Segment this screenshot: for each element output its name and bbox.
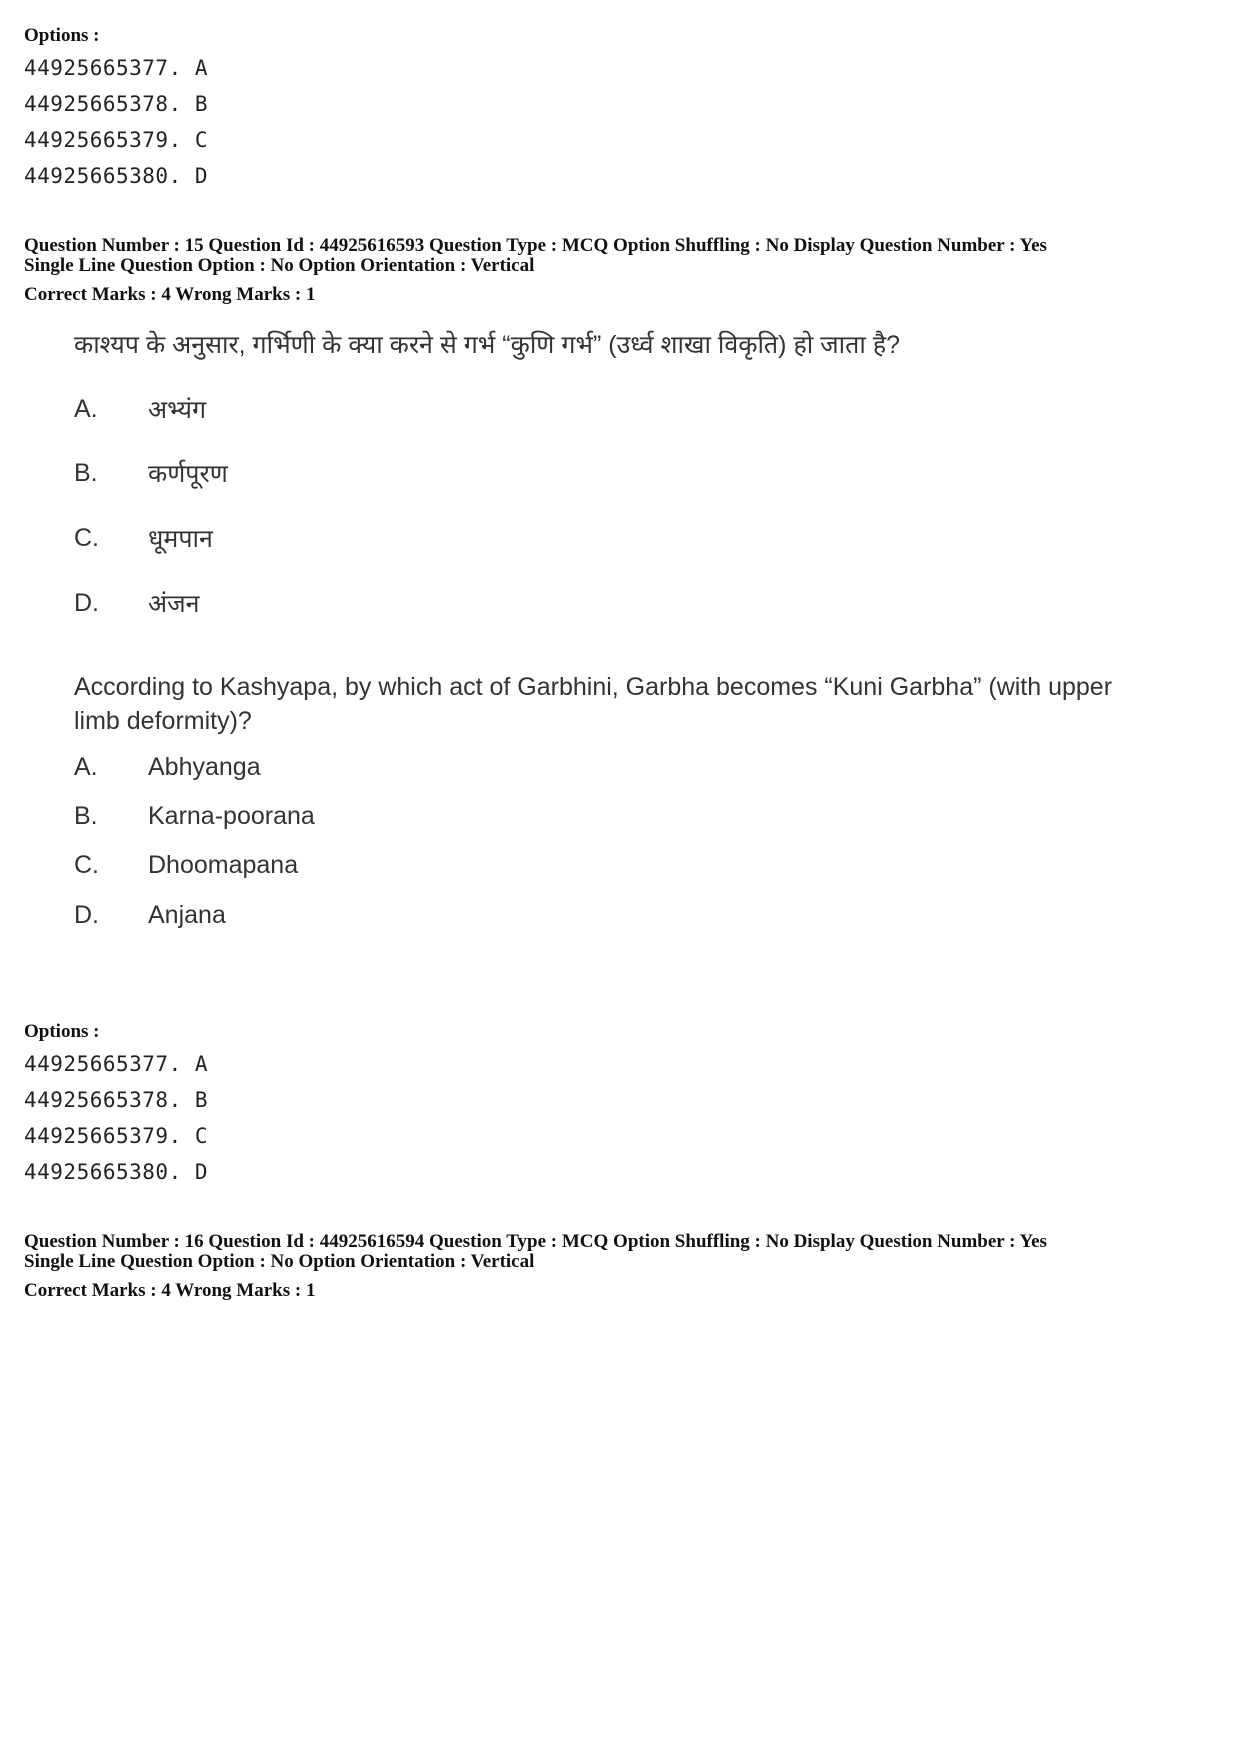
choice-letter: D. — [74, 901, 99, 929]
choice-text: Abhyanga — [148, 753, 261, 781]
q15-options-list — [24, 1046, 208, 1190]
q15-meta-line1: Question Number : 15 Question Id : 44925616593 Question Type : MCQ Option Shuffling : No Display Question Number : Yes — [24, 235, 1047, 256]
q15-hindi-question: काश्यप के अनुसार, गर्भिणी के क्या करने से गर्भ “कुणि गर्भ” (उर्ध्व शाखा विकृति) हो जाता है? — [74, 331, 901, 359]
option-id-d: 44925665380. D — [24, 1160, 209, 1184]
choice-letter: A. — [74, 394, 98, 423]
option-id-a: 44925665377. A — [24, 1052, 209, 1076]
choice-letter: B. — [74, 458, 98, 487]
q15-english-choice-b — [74, 802, 1134, 831]
q16-meta-line1: Question Number : 16 Question Id : 44925616594 Question Type : MCQ Option Shuffling : No Display Question Number : Yes — [24, 1231, 1047, 1252]
q15-hindi-choice-c — [74, 521, 1134, 555]
options-heading: Options : — [24, 25, 100, 46]
choice-text: Dhoomapana — [148, 851, 299, 879]
q15-english-choice-d — [74, 901, 1134, 930]
option-id-b: 44925665378. B — [24, 92, 209, 116]
q15-english-block — [74, 670, 1114, 738]
q15-hindi-choice-a — [74, 392, 1134, 426]
option-id-b: 44925665378. B — [24, 1088, 209, 1112]
q15-meta-line2: Single Line Question Option : No Option Orientation : Vertical — [24, 255, 535, 276]
choice-text: Karna-poorana — [148, 802, 315, 830]
choice-text: कर्णपूरण — [148, 460, 228, 488]
options-list — [24, 50, 208, 194]
choice-letter: B. — [74, 802, 98, 830]
choice-text: Anjana — [148, 901, 226, 929]
choice-text: धूमपान — [148, 525, 213, 553]
q15-english-choice-a — [74, 753, 1134, 782]
choice-letter: A. — [74, 753, 98, 781]
choice-text: अभ्यंग — [148, 396, 207, 424]
choice-letter: C. — [74, 523, 99, 552]
q15-english-choice-c — [74, 851, 1134, 880]
option-id-a: 44925665377. A — [24, 56, 209, 80]
q15-options-heading: Options : — [24, 1021, 100, 1042]
q15-hindi-choice-b — [74, 456, 1134, 490]
choice-letter: C. — [74, 851, 99, 879]
option-id-d: 44925665380. D — [24, 164, 209, 188]
q16-marks: Correct Marks : 4 Wrong Marks : 1 — [24, 1280, 316, 1301]
option-id-c: 44925665379. C — [24, 128, 209, 152]
choice-text: अंजन — [148, 590, 200, 618]
q15-hindi-choice-d — [74, 586, 1134, 620]
choice-letter: D. — [74, 588, 99, 617]
q16-meta-line2: Single Line Question Option : No Option Orientation : Vertical — [24, 1251, 535, 1272]
option-id-c: 44925665379. C — [24, 1124, 209, 1148]
q15-hindi-block — [74, 328, 1134, 362]
q15-english-question: According to Kashyapa, by which act of Garbhini, Garbha becomes “Kuni Garbha” (with upper limb deformity)? — [74, 673, 1113, 735]
q15-marks: Correct Marks : 4 Wrong Marks : 1 — [24, 284, 316, 305]
